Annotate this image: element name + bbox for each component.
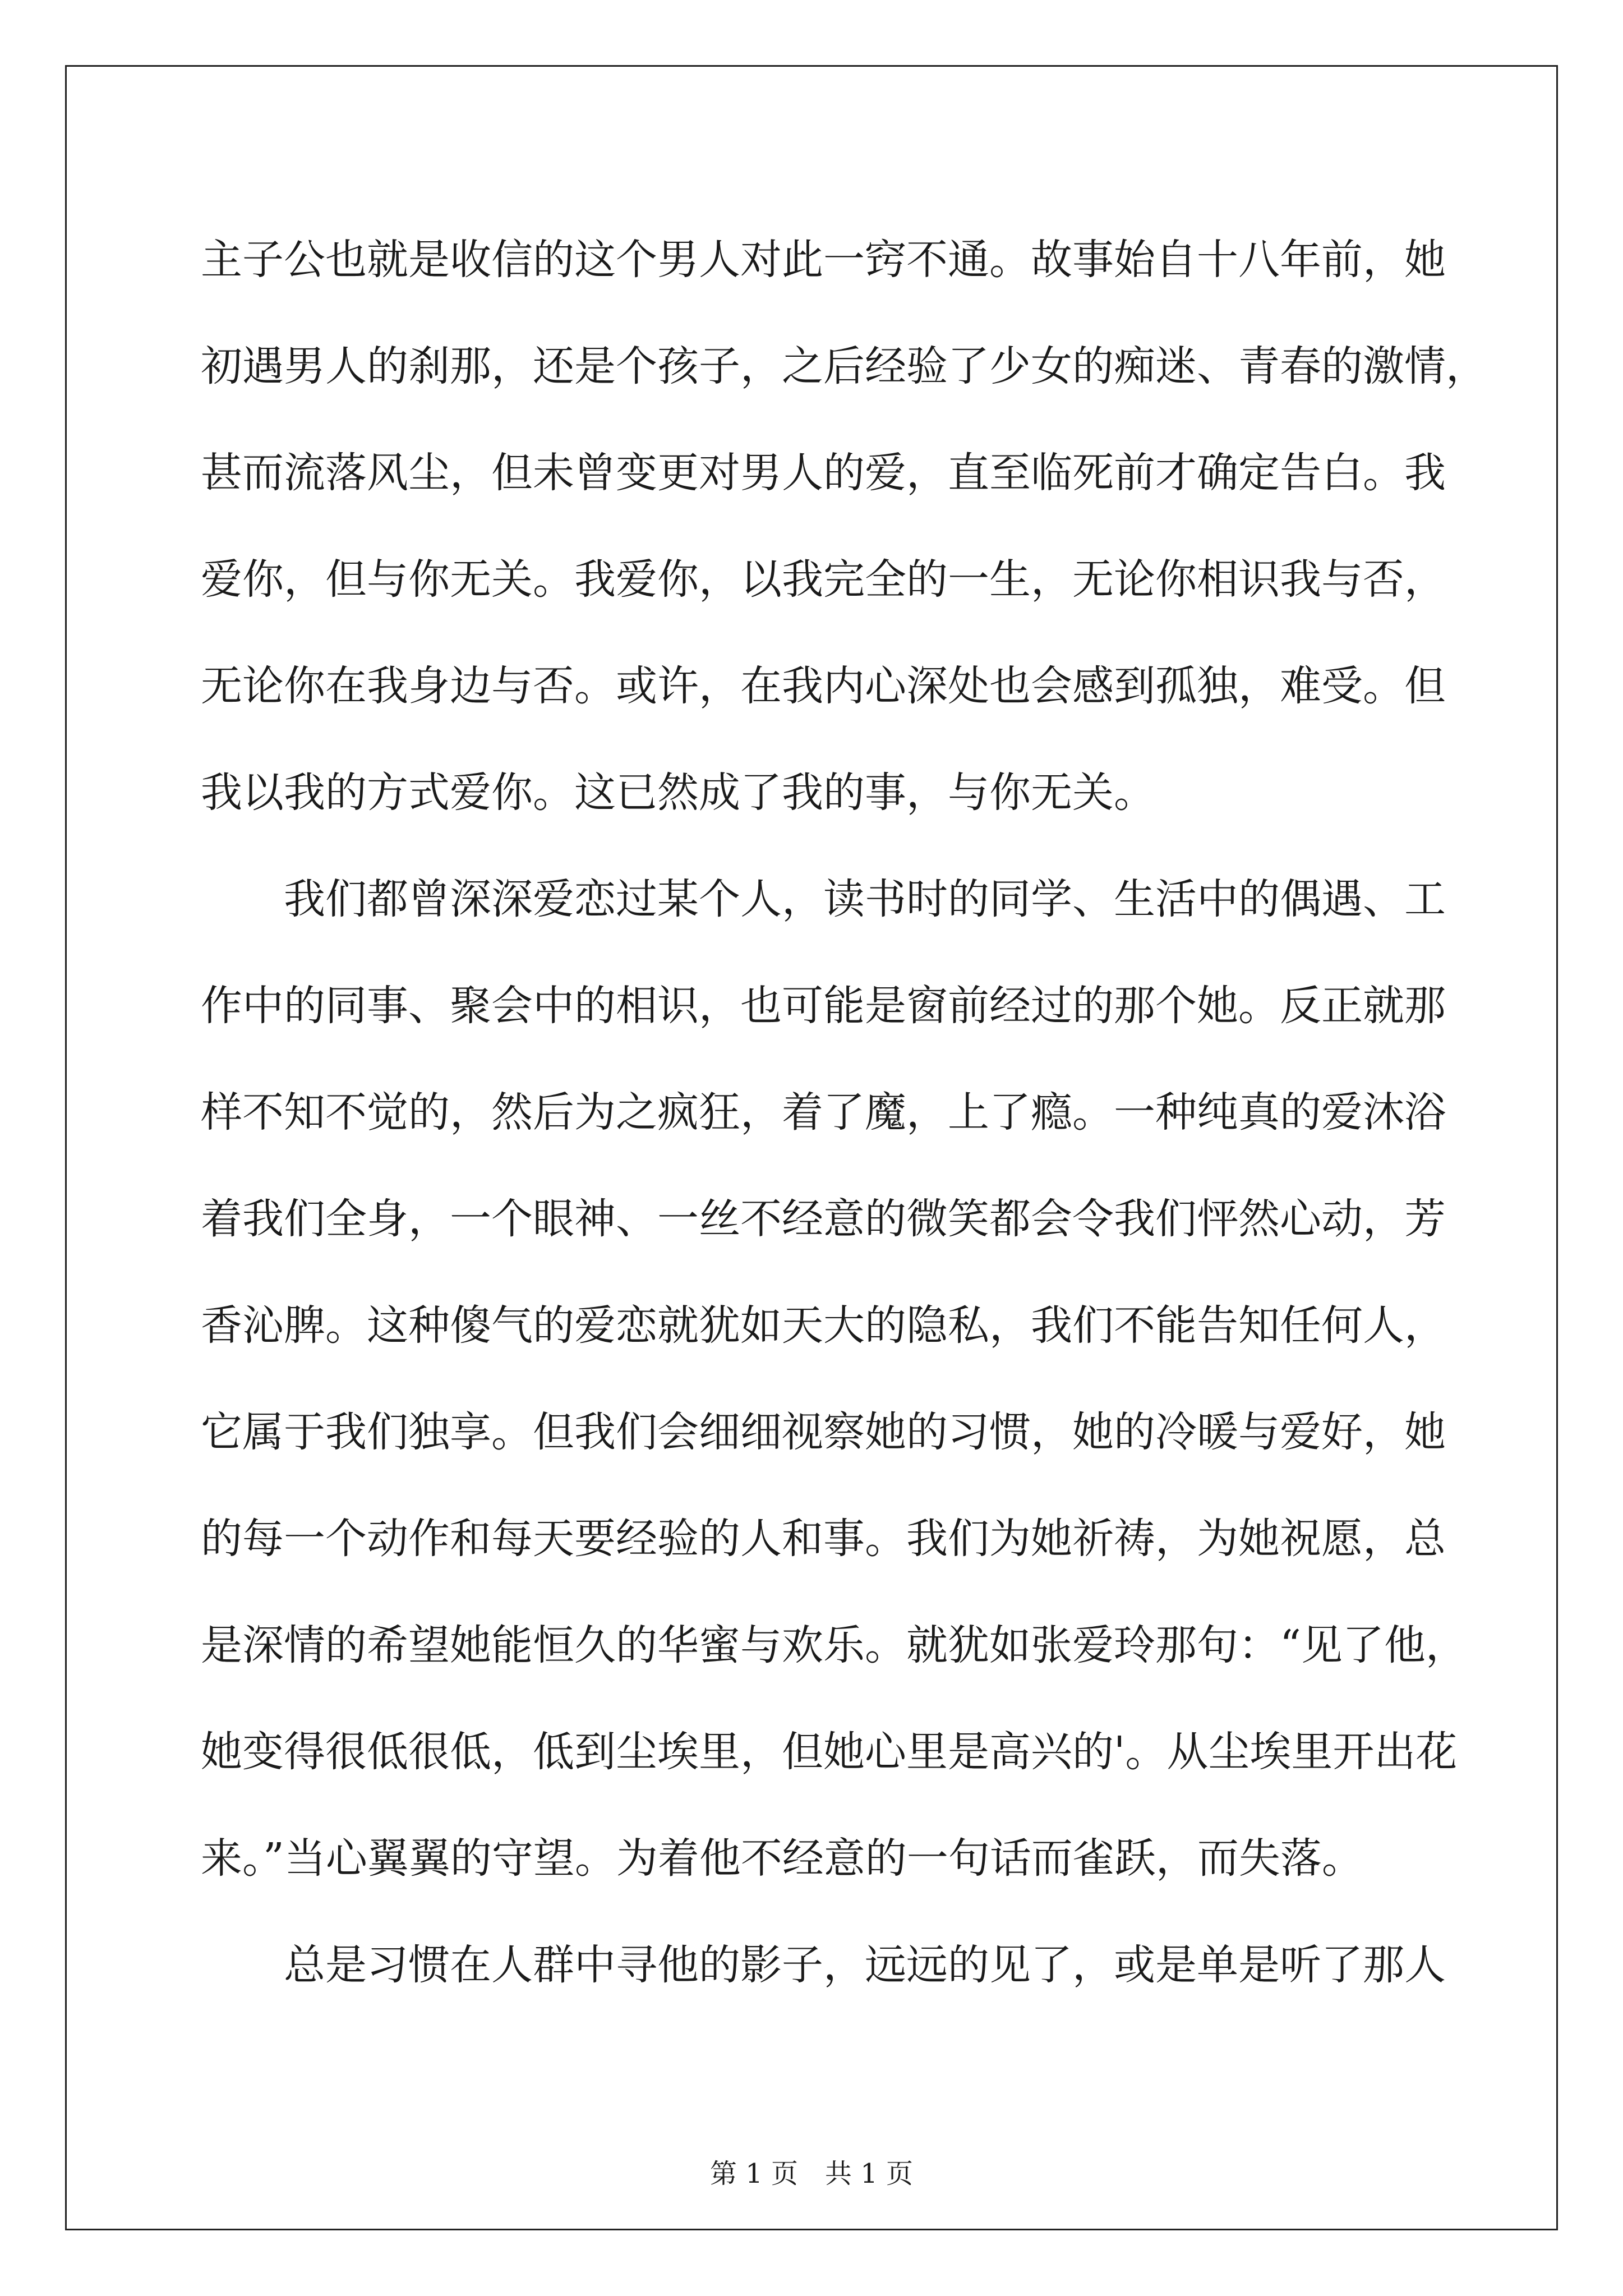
text-line: 我以我的方式爱你。这已然成了我的事，与你无关。: [201, 769, 1155, 817]
document-body: [201, 218, 1487, 2030]
text-line: 我们都曾深深爱恋过某个人，读书时的同学、生活中的偶遇、工: [201, 875, 1446, 923]
text-line: 她变得很低很低，低到尘埃里，但她心里是高兴的'。从尘埃里开出花: [201, 1728, 1458, 1776]
text-line: 初遇男人的刹那，还是个孩子，之后经验了少女的痴迷、青春的激情，: [201, 342, 1487, 390]
text-line: 主子公也就是收信的这个男人对此一窍不通。故事始自十八年前，她: [201, 236, 1446, 284]
text-line: 无论你在我身边与否。或许，在我内心深处也会感到孤独，难受。但: [201, 662, 1446, 710]
page-number-footer: 第 1 页 共 1 页: [709, 2158, 914, 2189]
text-line: 来。”当心翼翼的守望。为着他不经意的一句话而雀跃，而失落。: [201, 1834, 1363, 1883]
text-line: 总是习惯在人群中寻他的影子，远远的见了，或是单是听了那人: [201, 1941, 1446, 1989]
text-line: 爱你，但与你无关。我爱你，以我完全的一生，无论你相识我与否，: [201, 555, 1446, 604]
text-line: 作中的同事、聚会中的相识，也可能是窗前经过的那个她。反正就那: [201, 982, 1446, 1030]
text-line: 甚而流落风尘，但未曾变更对男人的爱，直至临死前才确定告白。我: [201, 449, 1446, 497]
text-line: 是深情的希望她能恒久的华蜜与欢乐。就犹如张爱玲那句：“见了他，: [201, 1621, 1467, 1669]
text-line: 样不知不觉的，然后为之疯狂，着了魔，上了瘾。一种纯真的爱沐浴: [201, 1088, 1446, 1137]
text-line: 的每一个动作和每天要经验的人和事。我们为她祈祷，为她祝愿，总: [201, 1515, 1446, 1563]
text-line: 着我们全身，一个眼神、一丝不经意的微笑都会令我们怦然心动，芳: [201, 1195, 1446, 1243]
text-line: 香沁脾。这种傻气的爱恋就犹如天大的隐私，我们不能告知任何人，: [201, 1301, 1446, 1350]
text-line: 它属于我们独享。但我们会细细视察她的习惯，她的冷暖与爱好，她: [201, 1408, 1446, 1456]
